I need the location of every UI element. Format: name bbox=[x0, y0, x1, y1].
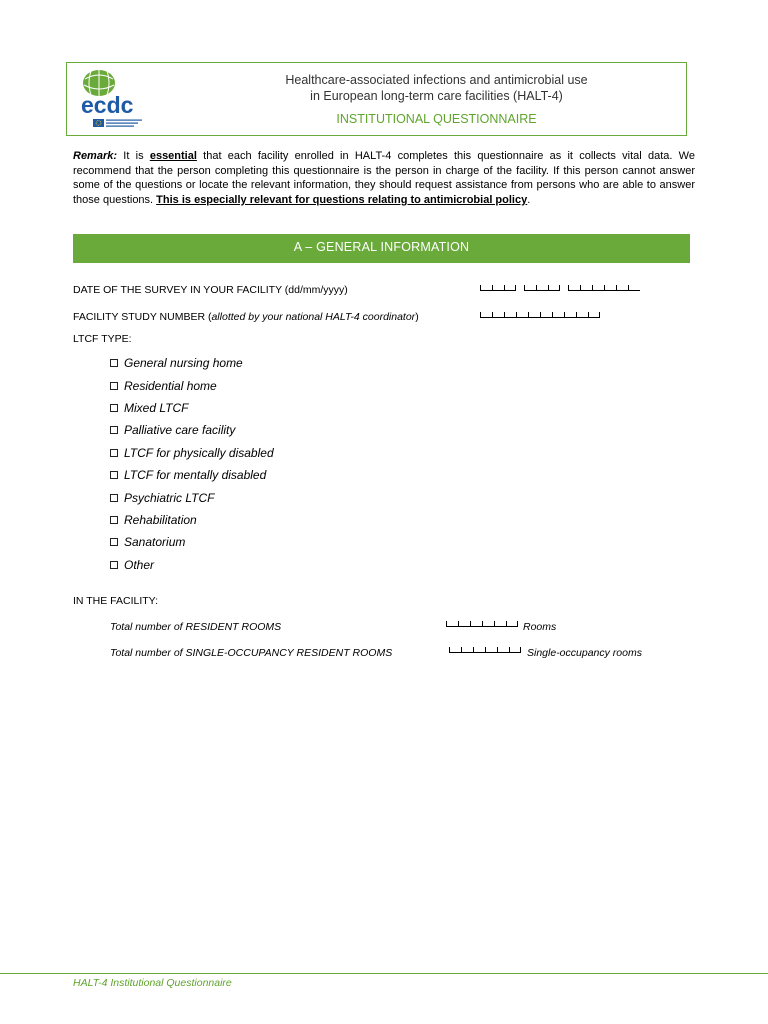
ltcf-type-option[interactable] bbox=[110, 419, 274, 441]
date-survey-label: DATE OF THE SURVEY IN YOUR FACILITY (dd/mm/yyyy) bbox=[73, 284, 348, 296]
ltcf-type-label-physically: LTCF for physically disabled bbox=[124, 445, 274, 460]
remark-label: Remark: bbox=[73, 150, 118, 162]
header-box bbox=[66, 62, 687, 136]
study-label-pre: FACILITY STUDY NUMBER ( bbox=[73, 311, 212, 323]
ltcf-type-label-rehabilitation: Rehabilitation bbox=[124, 512, 197, 527]
ecdc-logo bbox=[75, 67, 147, 133]
single-rooms-unit: Single-occupancy rooms bbox=[527, 647, 642, 659]
questionnaire-subtitle: INSTITUTIONAL QUESTIONNAIRE bbox=[336, 112, 537, 126]
remark-text-2: that each facility enrolled in HALT-4 completes this questionnaire as it collects vital data. We recommend that the person completing this questionnaire is the person in charge of the facility. If this person cannot answer some of the questions or locate the relevant information, they should request assistance from persons who are able to answer those questions. bbox=[73, 150, 695, 206]
remark-text-1: It is bbox=[117, 150, 150, 162]
checkbox-icon[interactable] bbox=[110, 404, 118, 412]
study-label-italic: allotted by your national HALT-4 coordinator bbox=[211, 311, 416, 323]
remark-text-3: . bbox=[527, 193, 531, 206]
ltcf-type-label-mentally: LTCF for mentally disabled bbox=[124, 468, 267, 483]
remark-relevant: This is especially relevant for questions relating to antimicrobial policy bbox=[156, 193, 528, 206]
ltcf-type-list bbox=[110, 352, 274, 576]
header-title-line2: in European long-term care facilities (HALT-4) bbox=[310, 89, 563, 103]
ltcf-type-option[interactable] bbox=[110, 352, 274, 374]
ltcf-type-label: LTCF TYPE: bbox=[73, 333, 132, 345]
checkbox-icon[interactable] bbox=[110, 449, 118, 457]
header-title-block bbox=[207, 72, 666, 127]
ltcf-type-label-residential: Residential home bbox=[124, 378, 217, 393]
checkbox-icon[interactable] bbox=[110, 382, 118, 390]
ltcf-type-label-other: Other bbox=[124, 557, 155, 572]
ltcf-type-label-mixed: Mixed LTCF bbox=[124, 400, 189, 415]
checkbox-icon[interactable] bbox=[110, 359, 118, 367]
footer-divider bbox=[0, 973, 768, 974]
checkbox-icon[interactable] bbox=[110, 494, 118, 502]
checkbox-icon[interactable] bbox=[110, 516, 118, 524]
ltcf-type-option[interactable] bbox=[110, 509, 274, 531]
single-rooms-input[interactable] bbox=[449, 643, 521, 653]
ltcf-type-option[interactable] bbox=[110, 464, 274, 486]
date-survey-input[interactable] bbox=[480, 281, 640, 291]
remark-paragraph bbox=[73, 149, 695, 207]
ltcf-type-label-sanatorium: Sanatorium bbox=[124, 535, 186, 550]
ltcf-type-label-palliative: Palliative care facility bbox=[124, 423, 236, 438]
study-label-post: ) bbox=[415, 311, 419, 323]
remark-essential: essential bbox=[149, 150, 197, 162]
facility-study-number-input[interactable] bbox=[480, 308, 600, 318]
checkbox-icon[interactable] bbox=[110, 426, 118, 434]
checkbox-icon[interactable] bbox=[110, 538, 118, 546]
section-header-general-information: A – GENERAL INFORMATION bbox=[73, 234, 690, 263]
ltcf-type-option[interactable] bbox=[110, 554, 274, 576]
logo-wordmark: ecdc bbox=[81, 92, 134, 118]
resident-rooms-label: Total number of RESIDENT ROOMS bbox=[110, 621, 282, 633]
ltcf-type-option[interactable] bbox=[110, 442, 274, 464]
header-title-line1: Healthcare-associated infections and antimicrobial use bbox=[285, 73, 588, 87]
ltcf-type-option[interactable] bbox=[110, 374, 274, 396]
single-rooms-label: Total number of SINGLE-OCCUPANCY RESIDENT ROOMS bbox=[110, 647, 393, 659]
checkbox-icon[interactable] bbox=[110, 471, 118, 479]
resident-rooms-unit: Rooms bbox=[523, 621, 557, 633]
in-facility-label: IN THE FACILITY: bbox=[73, 595, 158, 607]
checkbox-icon[interactable] bbox=[110, 561, 118, 569]
ltcf-type-label-psychiatric: Psychiatric LTCF bbox=[124, 490, 215, 505]
ltcf-type-label-general: General nursing home bbox=[124, 356, 243, 371]
ltcf-type-option[interactable] bbox=[110, 531, 274, 553]
footer-title: HALT-4 Institutional Questionnaire bbox=[73, 977, 232, 989]
ltcf-type-option[interactable] bbox=[110, 486, 274, 508]
ltcf-type-option[interactable] bbox=[110, 397, 274, 419]
facility-study-number-label bbox=[73, 311, 419, 323]
resident-rooms-input[interactable] bbox=[446, 617, 518, 627]
